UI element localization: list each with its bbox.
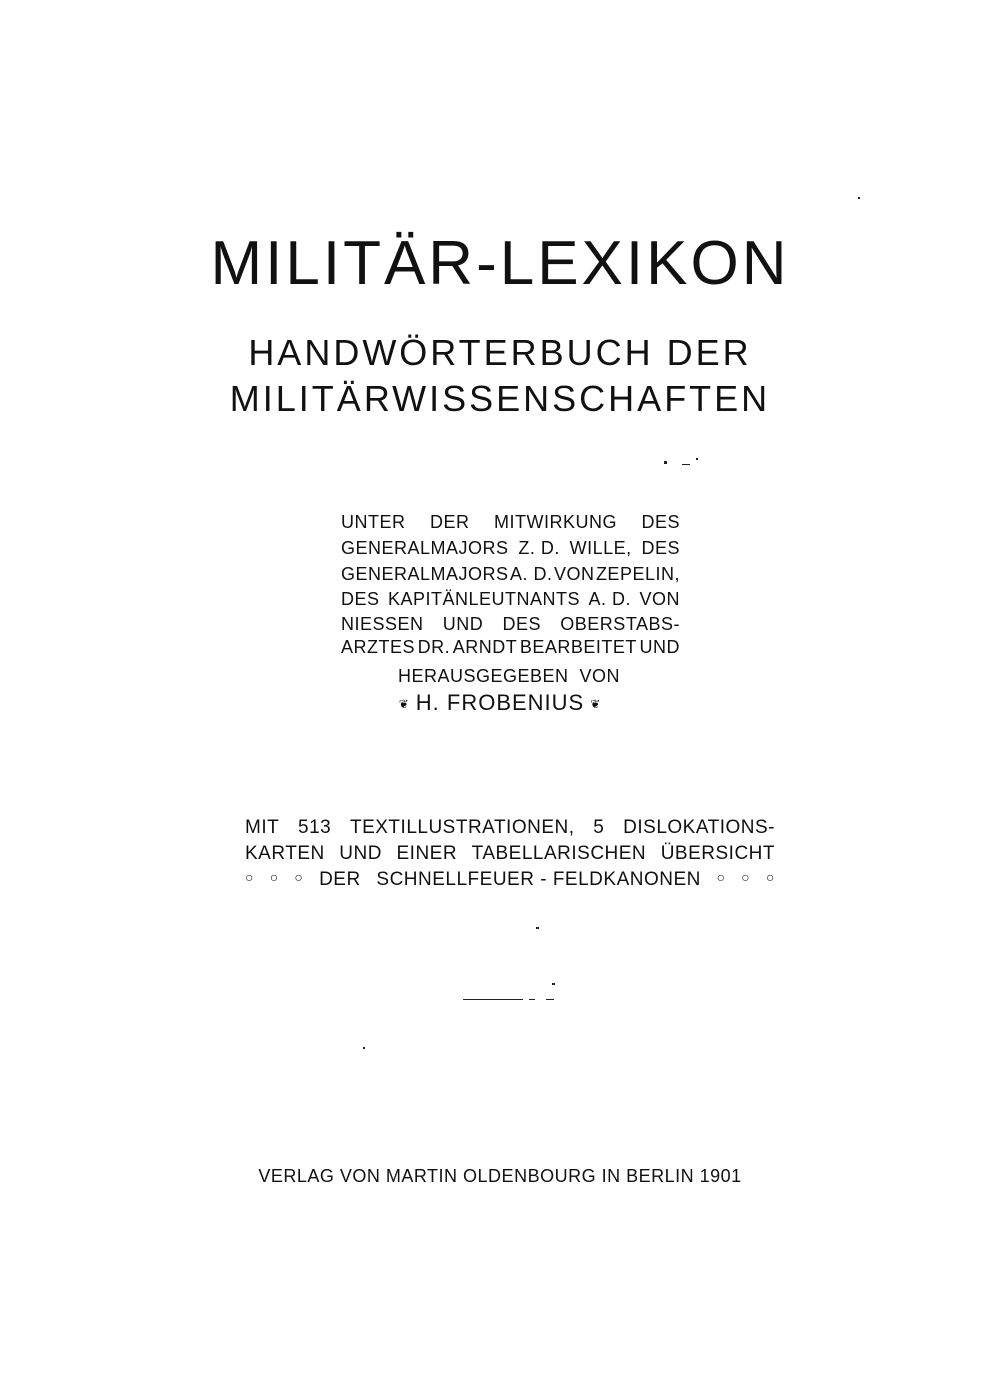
illus-word: 5 bbox=[593, 817, 605, 838]
illus-word: KARTEN bbox=[245, 843, 325, 864]
credit-word: ARZTES bbox=[341, 637, 416, 657]
credit-word: KAPITÄNLEUTNANTS bbox=[387, 589, 581, 609]
credit-word: A. D. bbox=[510, 564, 553, 584]
credit-line-6 bbox=[341, 637, 680, 658]
scan-speck bbox=[664, 461, 667, 464]
credit-line-2 bbox=[341, 538, 680, 559]
illus-word: 513 bbox=[298, 817, 332, 838]
credit-word: GENERALMAJORS bbox=[341, 538, 509, 558]
editor-name: H. FROBENIUS bbox=[415, 690, 585, 715]
credit-word: UND bbox=[639, 637, 680, 657]
credit-word: DES bbox=[341, 589, 380, 609]
main-title: MILITÄR-LEXIKON bbox=[210, 229, 790, 298]
credit-word: ARNDT bbox=[452, 637, 518, 657]
credit-line-5 bbox=[341, 614, 680, 635]
credit-word: UNTER bbox=[341, 512, 406, 532]
ring-ornament-icon: ○ bbox=[245, 869, 254, 885]
credit-word: MITWIRKUNG bbox=[493, 512, 617, 532]
credit-word: HERAUSGEGEBEN bbox=[398, 666, 569, 686]
credit-word: WILLE, bbox=[569, 538, 632, 558]
ring-ornament-icon: ○ bbox=[269, 869, 279, 885]
illustrations-line-1 bbox=[245, 817, 775, 839]
subtitle-line-2: MILITÄRWISSENSCHAFTEN bbox=[229, 378, 771, 419]
credit-word: UND bbox=[442, 614, 484, 634]
credit-word: ZEPELIN, bbox=[595, 564, 680, 584]
credit-line-3 bbox=[341, 564, 680, 585]
scan-speck bbox=[696, 458, 698, 460]
credit-word: VON bbox=[579, 666, 620, 686]
scan-speck bbox=[552, 983, 555, 985]
credit-line-7 bbox=[398, 666, 620, 687]
credit-word: DR. bbox=[417, 637, 451, 657]
credit-word: VON bbox=[553, 564, 595, 584]
scan-speck bbox=[546, 999, 554, 1000]
scan-speck bbox=[363, 1047, 365, 1049]
illus-word: TEXTILLUSTRATIONEN, bbox=[349, 817, 575, 838]
credit-word: A. D. bbox=[588, 589, 632, 609]
illus-word: DISLOKATIONS- bbox=[623, 817, 775, 838]
ornament-right-icon: ❦ bbox=[590, 697, 602, 712]
ring-ornament-icon: ○ bbox=[716, 869, 726, 885]
illus-word: ÜBERSICHT bbox=[660, 843, 775, 864]
subtitle-line-1: HANDWÖRTERBUCH DER bbox=[248, 332, 752, 373]
scan-speck bbox=[536, 927, 539, 929]
credit-word: DES bbox=[502, 614, 542, 634]
credit-word: OBERSTABS- bbox=[560, 614, 680, 634]
ring-ornament-icon: ○ bbox=[765, 869, 775, 885]
illustrations-line-3 bbox=[245, 869, 775, 891]
credit-word: DER bbox=[429, 512, 470, 532]
credit-word: BEARBEITET bbox=[519, 637, 637, 657]
credit-line-4 bbox=[341, 589, 680, 610]
illustrations-line-2 bbox=[245, 843, 775, 865]
editor-line bbox=[0, 690, 1000, 716]
credit-word: DES bbox=[641, 512, 680, 532]
credit-word: VON bbox=[639, 589, 680, 609]
ring-ornament-icon: ○ bbox=[741, 869, 751, 885]
illus-word: TABELLARISCHEN bbox=[471, 843, 647, 864]
ring-ornament-icon: ○ bbox=[294, 869, 304, 885]
illus-word: DER bbox=[319, 869, 361, 890]
publisher-line: VERLAG VON MARTIN OLDENBOURG IN BERLIN 1901 bbox=[258, 1166, 742, 1186]
credit-word: Z. D. bbox=[518, 538, 560, 558]
illus-word: EINER bbox=[396, 843, 458, 864]
credit-word: NIESSEN bbox=[341, 614, 424, 634]
illus-word: SCHNELLFEUER - FELDKANONEN bbox=[376, 869, 701, 890]
credit-line-1 bbox=[341, 512, 680, 533]
ornament-left-icon: ❦ bbox=[398, 697, 410, 712]
credit-word: DES bbox=[641, 538, 680, 558]
scan-speck bbox=[463, 999, 523, 1000]
illus-word: UND bbox=[339, 843, 382, 864]
scan-speck bbox=[529, 999, 535, 1000]
scan-speck bbox=[682, 464, 690, 465]
scan-speck bbox=[858, 197, 860, 199]
illus-word: MIT bbox=[245, 817, 280, 838]
credit-word: GENERALMAJORS bbox=[341, 564, 509, 584]
